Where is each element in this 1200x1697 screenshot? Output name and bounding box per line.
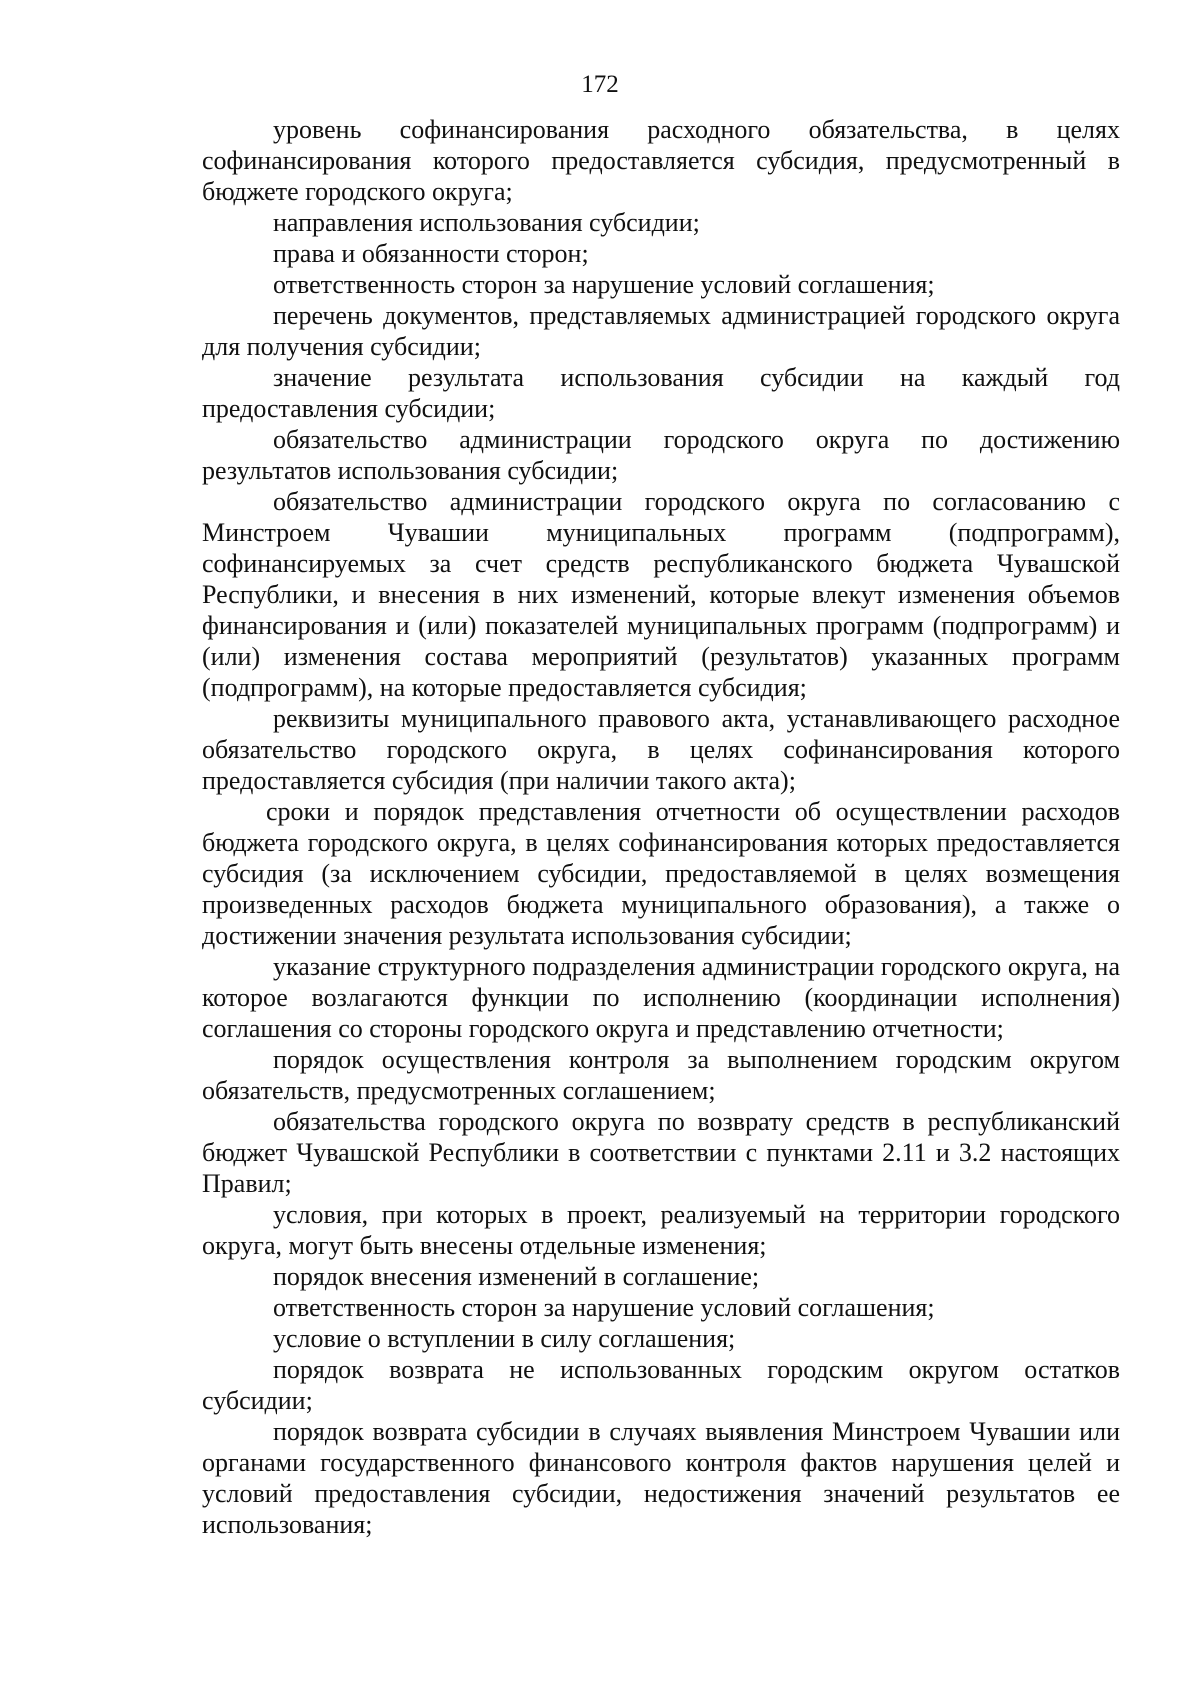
paragraph: порядок внесения изменений в соглашение; [273,1262,760,1291]
paragraph: направления использования субсидии; [273,208,700,237]
paragraph: порядок возврата субсидии в случаях выявления Минстроем Чувашии или органами государственного финансового контроля фактов нарушения целей и условий предоставления субсидии, недостижения значений результатов ее использования; [202,1417,1120,1539]
paragraph: обязательства городского округа по возврату средств в республиканский бюджет Чувашской Республики в соответствии с пунктами 2.11 и 3.2 настоящих Правил; [202,1107,1120,1198]
paragraph: ответственность сторон за нарушение условий соглашения; [273,270,935,299]
paragraph: права и обязанности сторон; [273,239,589,268]
paragraph: обязательство администрации городского округа по достижению результатов использования субсидии; [202,425,1120,485]
paragraph: уровень софинансирования расходного обязательства, в целях софинансирования которого предоставляется субсидия, предусмотренный в бюджете городского округа; [202,115,1120,206]
page-number: 172 [581,71,619,98]
paragraph: условия, при которых в проект, реализуемый на территории городского округа, могут быть внесены отдельные изменения; [202,1200,1120,1260]
paragraph: порядок возврата не использованных городским округом остатков субсидии; [202,1355,1120,1415]
paragraph: ответственность сторон за нарушение условий соглашения; [273,1293,935,1322]
paragraph: реквизиты муниципального правового акта, устанавливающего расходное обязательство городского округа, в целях софинансирования которого предоставляется субсидия (при наличии такого акта); [202,704,1120,795]
paragraph: обязательство администрации городского округа по согласованию с Минстроем Чувашии муниципальных программ (подпрограмм), софинансируемых за счет средств республиканского бюджета Чувашской Республики, и внесения в них изменений, которые влекут изменения объемов финансирования и (или) показателей муниципальных программ (подпрограмм) и (или) изменения состава мероприятий (результатов) указанных программ (подпрограмм), на которые предоставляется субсидия; [202,487,1120,702]
paragraph: значение результата использования субсидии на каждый год предоставления субсидии; [202,363,1120,423]
paragraph: порядок осуществления контроля за выполнением городским округом обязательств, предусмотренных соглашением; [202,1045,1120,1105]
document-body [202,114,1120,1540]
paragraph: указание структурного подразделения администрации городского округа, на которое возлагаются функции по исполнению (координации исполнения) соглашения со стороны городского округа и представлению отчетности; [202,952,1120,1043]
paragraph: перечень документов, представляемых администрацией городского округа для получения субсидии; [202,301,1120,361]
paragraph: условие о вступлении в силу соглашения; [273,1324,736,1353]
paragraph: сроки и порядок представления отчетности об осуществлении расходов бюджета городского округа, в целях софинансирования которых предоставляется субсидия (за исключением субсидии, предоставляемой в целях возмещения произведенных расходов бюджета муниципального образования), а также о достижении значения результата использования субсидии; [202,797,1120,950]
